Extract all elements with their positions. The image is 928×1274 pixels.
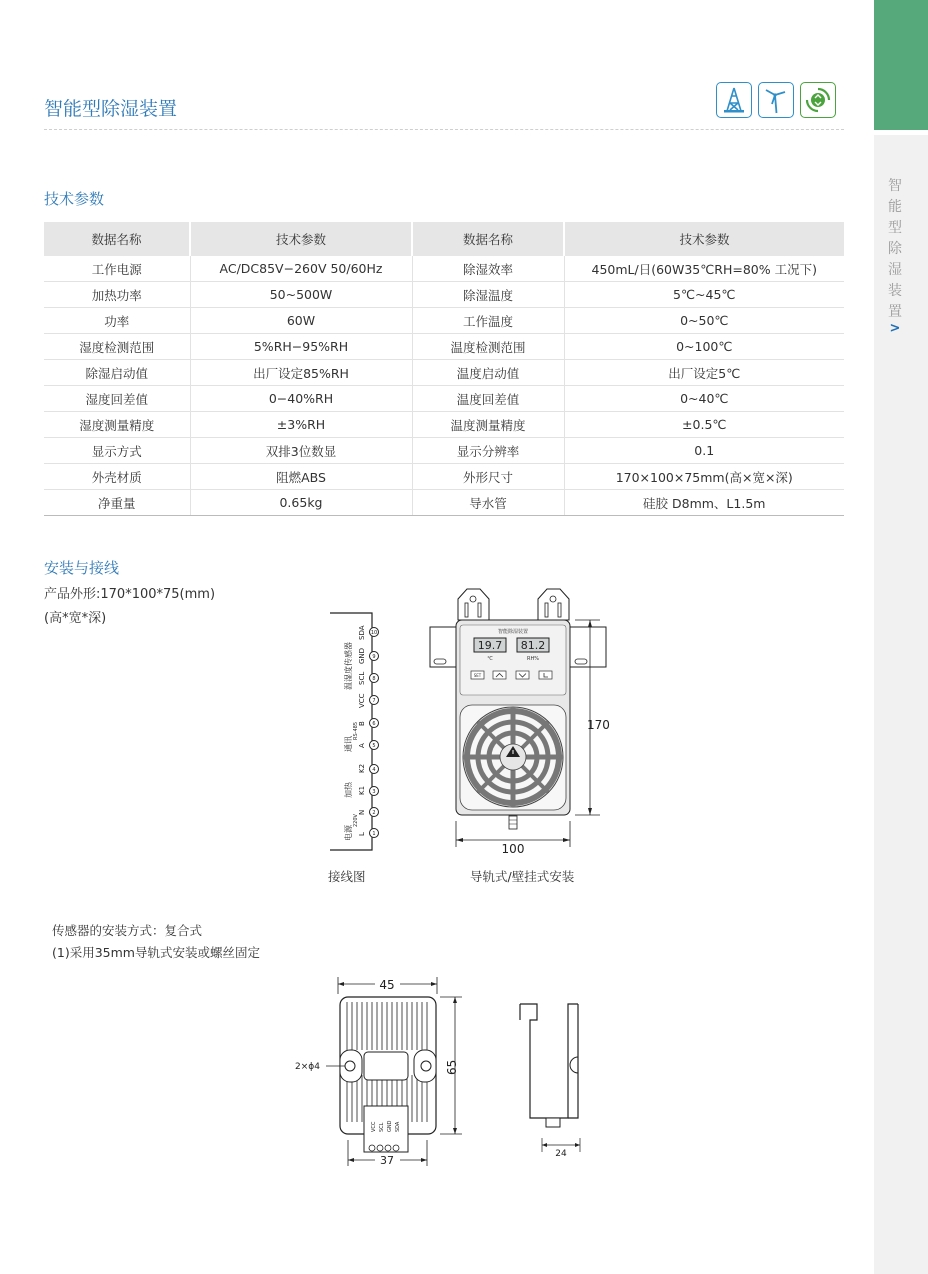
- table-cell: 外形尺寸: [412, 464, 564, 490]
- manual-button[interactable]: [539, 671, 552, 679]
- table-row: [44, 282, 844, 308]
- spec-table: [44, 222, 844, 516]
- signal-label: VCC: [358, 693, 366, 708]
- terminal-number: 5: [372, 743, 376, 749]
- table-cell: 除湿温度: [412, 282, 564, 308]
- mount-clip-right: [538, 589, 569, 620]
- table-cell: 5℃~45℃: [564, 282, 844, 308]
- table-cell: 阻燃ABS: [190, 464, 412, 490]
- table-row: [44, 334, 844, 360]
- table-cell: 0~100℃: [564, 334, 844, 360]
- table-cell: 0~40℃: [564, 386, 844, 412]
- side-tab-accent: [874, 0, 928, 130]
- height-65-dimension: 65: [445, 1059, 459, 1075]
- device-drawing: [420, 585, 620, 855]
- side-tab-label: 智 能 型 除 湿 装 置: [888, 178, 902, 320]
- terminal-number: 9: [372, 654, 376, 660]
- table-cell: 湿度回差值: [44, 386, 190, 412]
- sensor-mount-title: 传感器的安装方式：复合式: [52, 923, 203, 938]
- width-dimension: 100: [501, 842, 525, 855]
- table-cell: 温度测量精度: [412, 412, 564, 438]
- table-cell: 加热功率: [44, 282, 190, 308]
- header-cell: 技术参数: [190, 222, 412, 256]
- sensor-mount-note: (1)采用35mm导轨式安装或螺丝固定: [52, 945, 260, 960]
- terminal-number: 1: [372, 831, 376, 837]
- group-label-sensor: 温湿度传感器: [344, 642, 353, 690]
- table-cell: 湿度检测范围: [44, 334, 190, 360]
- voltage-label: 220V: [353, 814, 359, 827]
- table-cell: 除湿效率: [412, 256, 564, 282]
- mount-hole-right: [421, 1061, 431, 1071]
- product-size: 产品外形:170*100*75(mm): [44, 587, 216, 602]
- table-cell: 0.65kg: [190, 490, 412, 516]
- table-cell: 0~50℃: [564, 308, 844, 334]
- header-cell: 数据名称: [412, 222, 564, 256]
- drain-nozzle: [509, 816, 517, 829]
- pin-label: SDA: [395, 1121, 401, 1132]
- oil-derrick-icon: [716, 82, 752, 118]
- product-size-note: (高*宽*深): [44, 611, 107, 626]
- table-cell: 出厂设定5℃: [564, 360, 844, 386]
- table-cell: ±0.5℃: [564, 412, 844, 438]
- table-cell: 5%RH−95%RH: [190, 334, 412, 360]
- display-right-unit: RH%: [527, 656, 539, 662]
- signal-label: B: [358, 721, 366, 726]
- wiring-diagram: [320, 605, 390, 855]
- terminal-number: 8: [372, 676, 376, 682]
- table-row: [44, 360, 844, 386]
- down-button[interactable]: [516, 671, 529, 679]
- table-cell: 0−40%RH: [190, 386, 412, 412]
- terminal-number: 10: [370, 630, 378, 636]
- signal-label: N: [358, 809, 366, 815]
- table-cell: 温度启动值: [412, 360, 564, 386]
- signal-label: A: [358, 743, 366, 748]
- table-cell: 显示分辨率: [412, 438, 564, 464]
- signal-label: K1: [358, 785, 366, 795]
- terminal-number: 3: [372, 789, 376, 795]
- mount-clip-left: [458, 589, 489, 620]
- table-cell: 功率: [44, 308, 190, 334]
- table-row: [44, 386, 844, 412]
- group-label-comm: 通讯: [344, 736, 353, 752]
- table-cell: 出厂设定85%RH: [190, 360, 412, 386]
- signal-label: L: [358, 832, 366, 836]
- table-row: [44, 256, 844, 282]
- up-button[interactable]: [493, 671, 506, 679]
- wind-turbine-icon: [758, 82, 794, 118]
- panel-label: 智能除湿装置: [497, 629, 529, 635]
- table-cell: AC/DC85V−260V 50/60Hz: [190, 256, 412, 282]
- terminal-number: 4: [372, 767, 376, 773]
- table-cell: 60W: [190, 308, 412, 334]
- sensor-drawing: [290, 972, 590, 1172]
- signal-label: GND: [358, 647, 366, 664]
- signal-label: SCL: [358, 671, 366, 685]
- table-row: [44, 438, 844, 464]
- width-37-dimension: 37: [380, 1154, 394, 1167]
- header-cell: 技术参数: [564, 222, 844, 256]
- terminal-number: 2: [372, 810, 376, 816]
- display-left-unit: ℃: [487, 656, 493, 662]
- signal-label: SDA: [358, 625, 366, 640]
- table-cell: 湿度测量精度: [44, 412, 190, 438]
- table-row: [44, 464, 844, 490]
- pin-label: GND: [387, 1120, 393, 1132]
- pin-label: SCL: [379, 1122, 385, 1132]
- page-title: 智能型除湿装置: [44, 98, 178, 120]
- feature-icons: [716, 82, 836, 118]
- table-cell: 净重量: [44, 490, 190, 516]
- table-cell: 温度检测范围: [412, 334, 564, 360]
- sensor-side-profile: [520, 1004, 578, 1118]
- terminal-number: 7: [372, 698, 376, 704]
- table-cell: 0.1: [564, 438, 844, 464]
- table-row: [44, 308, 844, 334]
- table-cell: 除湿启动值: [44, 360, 190, 386]
- depth-24-dimension: 24: [555, 1149, 567, 1159]
- recycle-globe-icon: [800, 82, 836, 118]
- table-cell: 50~500W: [190, 282, 412, 308]
- hole-spec: 2×ϕ4: [295, 1062, 320, 1072]
- specs-title: 技术参数: [44, 190, 105, 208]
- pin-label: VCC: [371, 1121, 377, 1132]
- table-cell: 外壳材质: [44, 464, 190, 490]
- width-45-dimension: 45: [379, 978, 395, 992]
- group-label-power: 电源: [344, 825, 353, 841]
- table-cell: ±3%RH: [190, 412, 412, 438]
- height-dimension: 170: [587, 718, 610, 732]
- table-cell: 450mL/日(60W35℃RH=80% 工况下): [564, 256, 844, 282]
- table-cell: 硅胶 D8mm、L1.5m: [564, 490, 844, 516]
- title-divider: [44, 129, 844, 130]
- set-button-label: SET: [473, 673, 482, 678]
- table-cell: 工作温度: [412, 308, 564, 334]
- mount-hole-left: [345, 1061, 355, 1071]
- table-cell: 工作电源: [44, 256, 190, 282]
- mount-caption: 导轨式/壁挂式安装: [470, 869, 575, 884]
- display-left-value: 19.7: [477, 639, 503, 652]
- table-row: [44, 412, 844, 438]
- side-tab-arrow[interactable]: >: [889, 321, 901, 336]
- header-cell: 数据名称: [44, 222, 190, 256]
- table-header-row: [44, 222, 844, 256]
- signal-label: K2: [358, 763, 366, 773]
- table-cell: 显示方式: [44, 438, 190, 464]
- table-row: [44, 490, 844, 516]
- terminal-number: 6: [372, 721, 376, 727]
- table-cell: 导水管: [412, 490, 564, 516]
- group-label-heater: 加热: [344, 782, 353, 798]
- display-right-value: 81.2: [520, 639, 546, 652]
- table-cell: 双排3位数显: [190, 438, 412, 464]
- table-cell: 170×100×75mm(高×宽×深): [564, 464, 844, 490]
- install-title: 安装与接线: [44, 559, 120, 577]
- bus-label: RS-485: [353, 722, 359, 740]
- wiring-caption: 接线图: [328, 869, 366, 884]
- table-cell: 温度回差值: [412, 386, 564, 412]
